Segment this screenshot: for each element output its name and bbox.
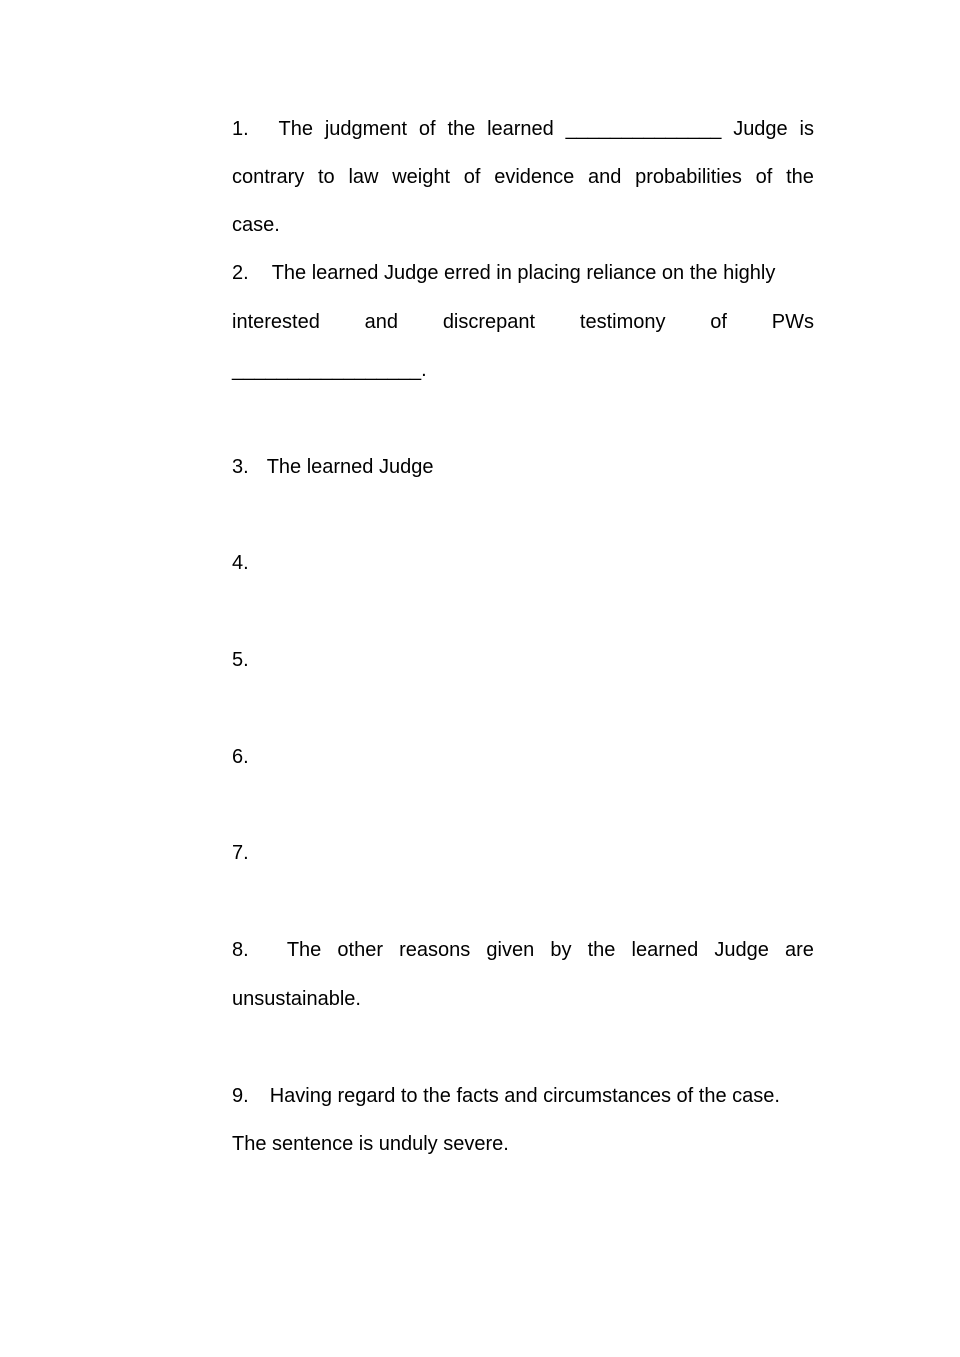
ground-1-number: 1. xyxy=(232,118,249,140)
ground-9-number: 9. xyxy=(232,1085,249,1107)
ground-5 xyxy=(232,645,814,675)
ground-6 xyxy=(232,742,814,772)
ground-7-number: 7. xyxy=(232,842,249,864)
ground-8-number: 8. xyxy=(232,939,249,961)
ground-2-line-3 xyxy=(232,355,814,385)
ground-4-number: 4. xyxy=(232,552,249,574)
ground-5-number: 5. xyxy=(232,649,249,671)
ground-8-line-2: unsustainable. xyxy=(232,988,361,1010)
ground-7 xyxy=(232,838,814,868)
ground-1-line-2: contrary to law weight of evidence and probabilities of the xyxy=(232,166,814,188)
ground-2-line-2: interested and discrepant testimony of PWs xyxy=(232,311,814,333)
ground-2-number: 2. xyxy=(232,262,249,284)
ground-2-line-1: 2. The learned Judge erred in placing reliance on the highly xyxy=(232,262,776,284)
document-page xyxy=(232,0,814,1357)
blank-court-name: ______________ xyxy=(565,118,722,140)
blank-pw-names: _________________. xyxy=(232,359,427,381)
ground-3-number: 3. xyxy=(232,456,249,478)
ground-1-line-3: case. xyxy=(232,214,280,236)
ground-8-line-1: 8. The other reasons given by the learned Judge are xyxy=(232,935,814,965)
ground-9-line-2: The sentence is unduly severe. xyxy=(232,1133,509,1155)
ground-3: 3. The learned Judge xyxy=(232,456,434,478)
ground-9-line-1: 9. Having regard to the facts and circumstances of the case. xyxy=(232,1085,780,1107)
ground-6-number: 6. xyxy=(232,746,249,768)
ground-1-line-1: 1. The judgment of the learned ______________ Judge is xyxy=(232,114,814,144)
ground-4 xyxy=(232,548,814,578)
